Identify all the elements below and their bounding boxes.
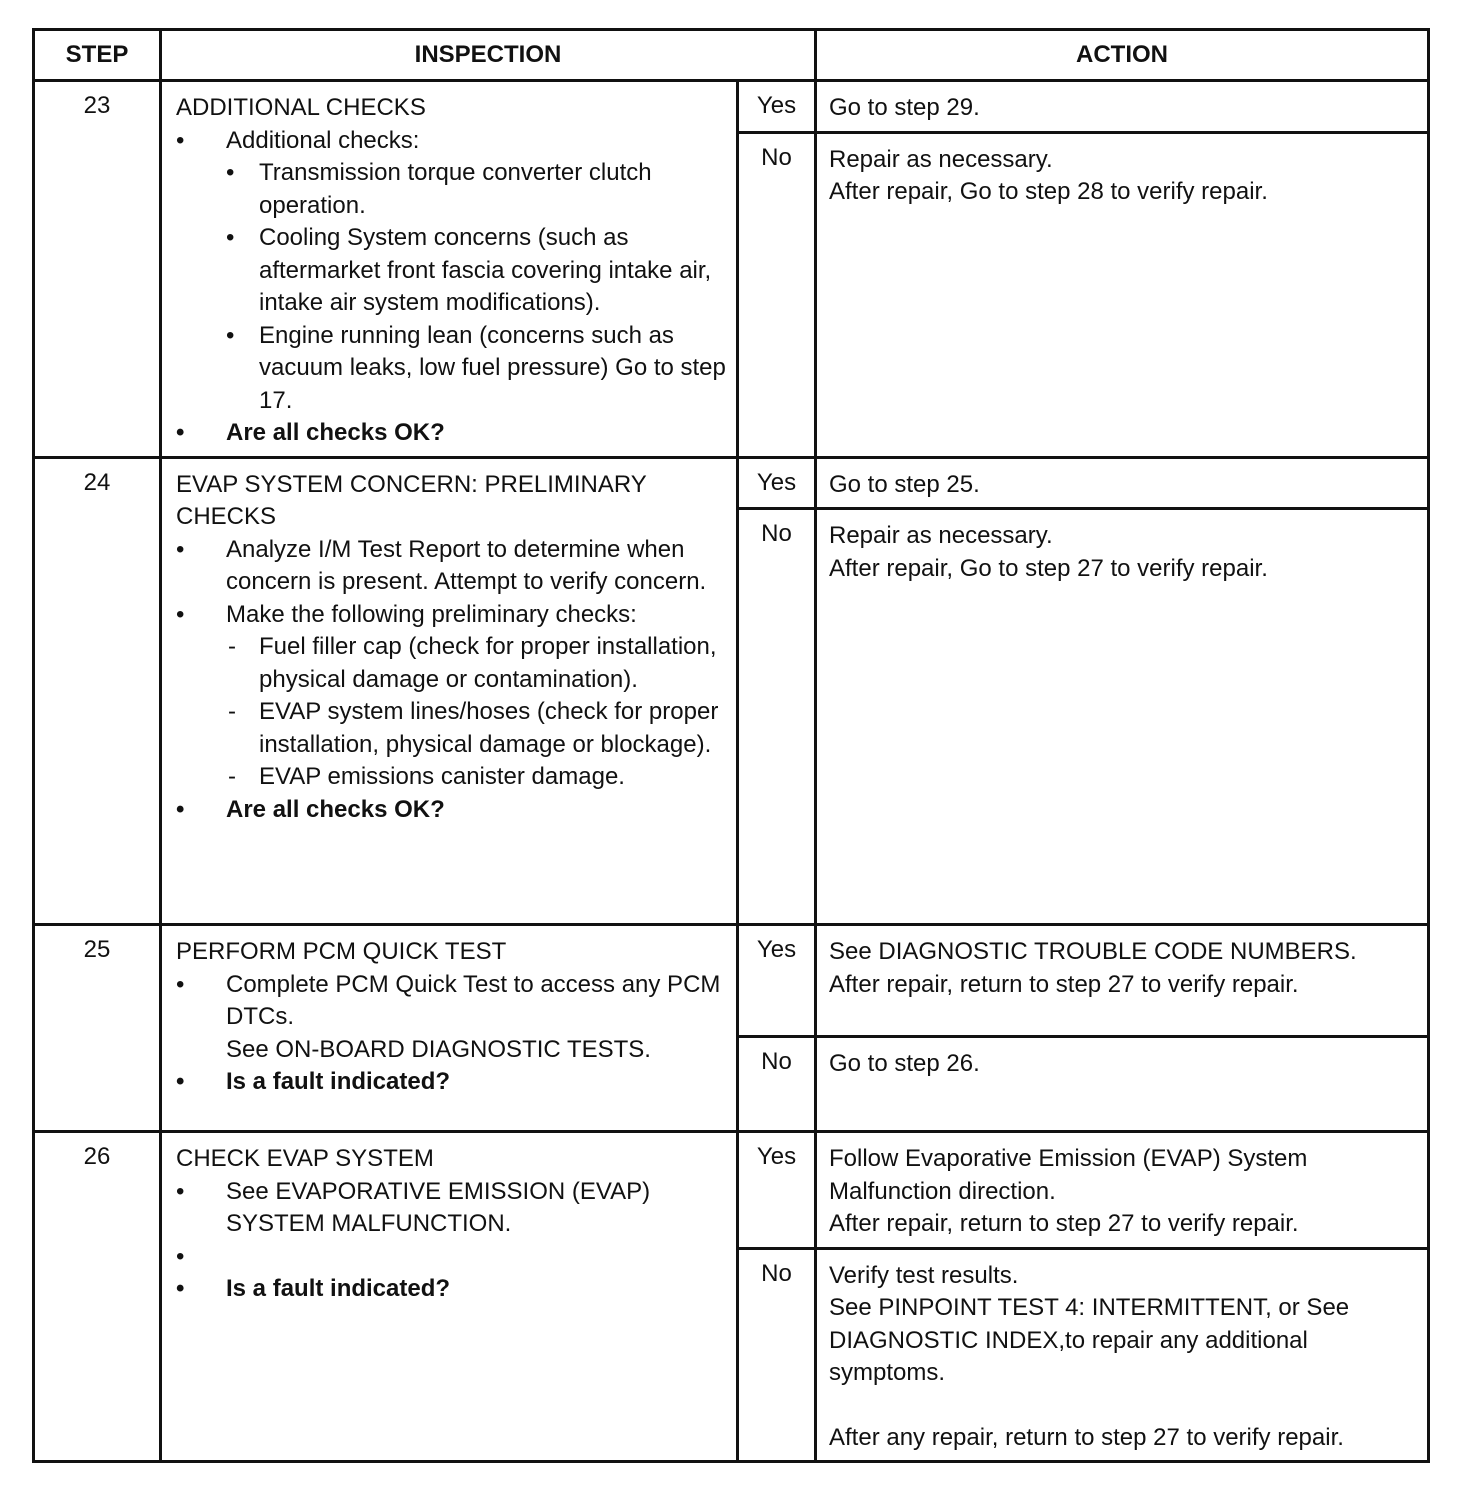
question: • Are all checks OK?	[176, 417, 728, 450]
no-action: Repair as necessary. After repair, Go to step 27 to verify repair.	[816, 509, 1429, 925]
no-label: No	[738, 1037, 816, 1132]
no-label: No	[738, 132, 816, 457]
yes-action: Go to step 25.	[816, 457, 1429, 509]
list-item: • Engine running lean (concerns such as vacuum leaks, low fuel pressure) Go to step 17.	[226, 320, 728, 418]
inspection-cell	[161, 925, 738, 1132]
inspection-cell	[161, 457, 738, 925]
yes-action: See DIAGNOSTIC TROUBLE CODE NUMBERS. After repair, return to step 27 to verify repair.	[816, 925, 1429, 1037]
yes-action: Go to step 29.	[816, 81, 1429, 133]
spacer	[176, 1241, 728, 1273]
diagnostic-table	[32, 28, 1430, 1463]
inspection-title: EVAP SYSTEM CONCERN: PRELIMINARY CHECKS	[176, 470, 647, 530]
list-item: - EVAP system lines/hoses (check for proper installation, physical damage or blockage).	[226, 696, 728, 761]
step-24-yes-row	[34, 457, 1429, 509]
step-number: 24	[34, 457, 161, 925]
list-item: - EVAP emissions canister damage.	[226, 761, 728, 794]
bullet-list	[176, 534, 728, 827]
inspection-title: PERFORM PCM QUICK TEST	[176, 938, 507, 965]
step-number: 23	[34, 81, 161, 458]
step-number: 25	[34, 925, 161, 1132]
header-inspection: INSPECTION	[161, 30, 816, 81]
question: • Are all checks OK?	[176, 794, 728, 827]
bullet-list	[176, 1176, 728, 1306]
bullet-list	[176, 969, 728, 1099]
list-item: • Additional checks: • Transmission torque converter clutch operation. • Cooling System concerns (such as aftermarket front fascia covering intake air, intake air system modifications). • Engine running lean (concerns such as vacuum leaks, low fuel pressure) Go to step 17.	[176, 125, 728, 418]
no-action: Go to step 26.	[816, 1037, 1429, 1132]
list-item: - Fuel filler cap (check for proper installation, physical damage or contamination).	[226, 631, 728, 696]
inspection-cell	[161, 1132, 738, 1462]
list-item: • See EVAPORATIVE EMISSION (EVAP) SYSTEM MALFUNCTION.	[176, 1176, 728, 1241]
yes-label: Yes	[738, 457, 816, 509]
question: • Is a fault indicated?	[176, 1273, 728, 1306]
list-item: • Transmission torque converter clutch operation.	[226, 157, 728, 222]
bullet-list	[176, 125, 728, 450]
list-item: • Analyze I/M Test Report to determine when concern is present. Attempt to verify concern.	[176, 534, 728, 599]
step-23-yes-row	[34, 81, 1429, 133]
header-row	[34, 30, 1429, 81]
no-label: No	[738, 1248, 816, 1462]
step-26-yes-row	[34, 1132, 1429, 1249]
no-action: Repair as necessary. After repair, Go to step 28 to verify repair.	[816, 132, 1429, 457]
list-item: • Cooling System concerns (such as aftermarket front fascia covering intake air, intake air system modifications).	[226, 222, 728, 320]
step-25-yes-row	[34, 925, 1429, 1037]
header-action: ACTION	[816, 30, 1429, 81]
question: • Is a fault indicated?	[176, 1066, 728, 1099]
yes-label: Yes	[738, 925, 816, 1037]
no-action: Verify test results. See PINPOINT TEST 4: INTERMITTENT, or See DIAGNOSTIC INDEX,to repair any additional symptoms. After any repair, return to step 27 to verify repair.	[816, 1248, 1429, 1462]
inspection-cell	[161, 81, 738, 458]
yes-action: Follow Evaporative Emission (EVAP) System Malfunction direction. After repair, return to step 27 to verify repair.	[816, 1132, 1429, 1249]
yes-label: Yes	[738, 81, 816, 133]
list-item: • Make the following preliminary checks: - Fuel filler cap (check for proper installation, physical damage or contamination). - EVAP system lines/hoses (check for proper installation, physical damage or blockage). - EVAP emissions canister damage.	[176, 599, 728, 794]
yes-label: Yes	[738, 1132, 816, 1249]
inspection-title: CHECK EVAP SYSTEM	[176, 1145, 434, 1172]
inspection-title: ADDITIONAL CHECKS	[176, 94, 426, 121]
sub-bullet-list	[226, 157, 728, 417]
list-item: • Complete PCM Quick Test to access any PCM DTCs. See ON-BOARD DIAGNOSTIC TESTS.	[176, 969, 728, 1067]
header-step: STEP	[34, 30, 161, 81]
sub-dash-list	[226, 631, 728, 794]
no-label: No	[738, 509, 816, 925]
step-number: 26	[34, 1132, 161, 1462]
